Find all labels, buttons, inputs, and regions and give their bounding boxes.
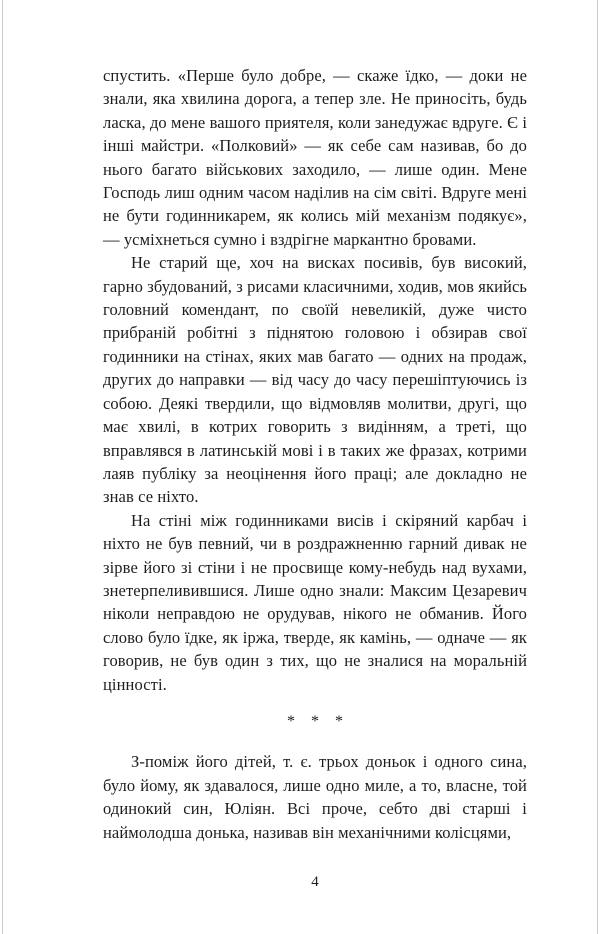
paragraph: Не старий ще, хоч на висках посивів, був високий, гарно збудований, з рисами класичними, ходив, мов якийсь головний комендант, по своїй невеликій, дуже чисто прибраній робітні з піднятою головою і обзирав свої годинники на стінах, яких мав багато — одних на продаж, других до направки — від часу до часу перешіптуючись із собою. Деякі твердили, що відмовляв молитви, другі, що має хвилі, в котрих говорить з видінням, а треті, що вправлявся в латинській мові і в таких же фразах, котрими лаяв публіку за неоцінення його праці; але докладно не знав се ніхто.	[103, 253, 527, 507]
page-left-edge-line	[2, 0, 3, 934]
page-right-edge-line	[597, 0, 598, 934]
paragraph-continuation: спустить. «Перше було добре, — скаже їдко, — доки не знали, яка хвилина дорога, а тепер зле. Не приносіть, будь ласка, до мене вашого приятеля, коли занедужає вдруге. Є і інші майстри. «Полковий» — як себе сам називав, бо до нього багато військових заходило, — лише один. Мене Господь лиш одним часом наділив на сім світі. Вдруге мені не бути годинникарем, як колись мій механізм подякує», — усміхнеться сумно і вздрігне маркантно бровами.	[103, 66, 527, 249]
paragraph: На стіні між годинниками висів і скіряний карбач і ніхто не був певний, чи в роздражненню гарний дивак не зірве його зі стіни і не просвище кому-небудь над вухами, знетерпеливившися. Лише одно знали: Максим Цезаревич ніколи неправдою не орудував, нікого не обманив. Його слово було їдке, як іржа, тверде, як камінь, — одначе — як говорив, не був один з тих, що не зналися на моральній цінності.	[103, 510, 527, 694]
section-separator: * * *	[287, 712, 349, 730]
page-number: 4	[311, 874, 319, 890]
text-block	[103, 64, 527, 894]
paragraph: З-поміж його дітей, т. є. трьох доньок і одного сина, було йому, як здавалося, лише одно миле, а то, власне, той одинокий син, Юліян. Всі проче, себто дві старші і наймолодша донька, називав він механічними колісцями,	[103, 752, 527, 842]
